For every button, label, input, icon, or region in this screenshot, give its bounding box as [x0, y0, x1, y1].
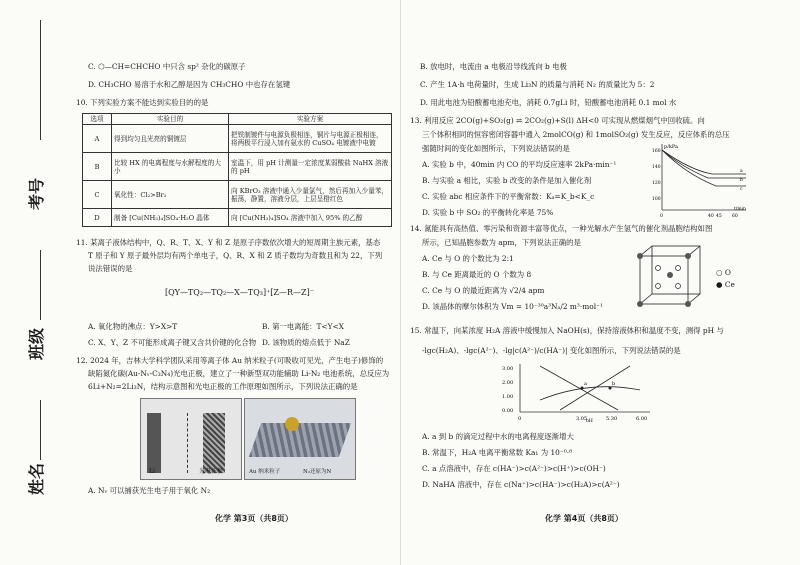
q13-option-c: C. 实验 abc 相应条件下的平衡常数：Kₐ=K_b<K_c [422, 192, 595, 201]
table-cell: A [83, 125, 112, 153]
q12-option-c: C. 产生 1A·h 电荷量时，生成 Li₃N 的质量与消耗 N₂ 的质量比为 5：2 [420, 80, 655, 89]
table-cell: 氧化性：Cl₂>Br₂ [112, 181, 229, 209]
table-cell: 得到均匀且光亮的铜镀层 [112, 125, 229, 153]
fig-label-cathode: 光电正极 [199, 468, 224, 475]
o-atom [656, 284, 661, 289]
q15-option-d: D. NaHA 溶液中，存在 c(Na⁺)>c(HA⁻)>c(H₂A)>c(A²⁻) [422, 480, 620, 489]
q12-stem-line3: 6Li+N₂=2Li₃N，结构示意图和光电正极的工作原理如图所示，下列说法正确的是 [88, 382, 358, 391]
cell-front-face [640, 256, 688, 304]
sidebar-line [40, 400, 41, 460]
pressure-time-graph [650, 140, 750, 220]
photocathode-mechanism-figure [244, 398, 356, 480]
separator [187, 413, 189, 473]
graph13-xlabel: t/min [734, 207, 746, 212]
curve-a [662, 150, 746, 174]
q11-stem-line2: T 原子和 Y 原子最外层均有两个单电子，Q、R、X 和 Z 质子数均为奇数且和为 22，下列 [88, 251, 383, 260]
graph15-xtick: 0 [518, 416, 522, 422]
graph13-xtick: 60 [732, 214, 738, 219]
table-cell: 制备 [Cu(NH₃)₄]SO₄·H₂O 晶体 [112, 209, 229, 227]
fig-label-n2: N₂还原为N [303, 469, 332, 475]
legend-ce-text: Ce [724, 280, 735, 289]
q12-stem-line2: 缺陷氮化碳(Au-Nᵥ-C₃N₄)光电正极，建立了一种新型双功能辅助 Li-N₂ 电池系统，总反应为 [88, 369, 390, 378]
q11-option-a: A. 氧化物的沸点：Y>X>T [88, 322, 178, 331]
graph15-ytick: 2.00 [502, 380, 514, 386]
legend-o: ○ O [716, 268, 731, 277]
graph13-ytick: 140 [652, 165, 661, 170]
q9-option-c: C. ⬡—CH=CHCHO 中只含 sp² 杂化的碳原子 [88, 62, 246, 71]
curve-a2 [560, 366, 630, 410]
q11-option-c: C. X、Y、Z 不可能形成离子键又含共价键的化合物 [88, 338, 257, 347]
page-footer-right: 化学 第4页（共8页） [545, 514, 623, 523]
o-atom [676, 266, 681, 271]
page-divider [400, 0, 401, 565]
table-row [83, 153, 392, 181]
q15-option-b: B. 常温下，H₂A 电离平衡常数 Ka₁ 为 10⁻⁰·⁸ [422, 448, 573, 457]
sidebar-line [40, 250, 41, 320]
q11-stem-line3: 说法错误的是 [88, 264, 133, 273]
graph15-xtick: 5.30 [606, 416, 618, 422]
graph13-xtick: 0 [660, 214, 663, 219]
graph13-xtick: 45 [716, 214, 722, 219]
point-label: b [612, 381, 616, 387]
li-electrode [147, 413, 161, 473]
table-cell: 向 KBrO₃ 溶液中通入少量氯气，然后再加入少量苯，振荡，静置，溶液分层，上层呈橙红色 [229, 181, 392, 209]
q11-option-d: D. 该物质的熔点低于 NaZ [262, 338, 350, 347]
graph15-xtick: 6.00 [636, 416, 648, 422]
q11-structure-formula: [QY—TQ₂—TQ₂—X—TQ₃]⁺[Z—R—Z]⁻ [165, 288, 314, 297]
ph-graph [500, 360, 660, 422]
fig-label-li: Li [149, 468, 155, 475]
ce-atom [685, 301, 691, 307]
curve-label: b [740, 178, 743, 183]
q15-stem-line1: 15. 常温下，向某浓度 H₂A 溶液中缓慢加入 NaOH(s)，保持溶液体积和温度不变，测得 pH 与 [410, 326, 724, 335]
table-row [83, 181, 392, 209]
graph15-xtick: 3.05 [576, 416, 588, 422]
ce-atom [685, 253, 691, 259]
q14-option-d: D. 该晶体的摩尔体积为 Vm = 10⁻³⁰a³Nₐ/2 m³·mol⁻¹ [422, 302, 603, 311]
graph13-ytick: 160 [652, 149, 661, 154]
graph15-ytick: 1.00 [502, 394, 514, 400]
table-cell: 室温下，用 pH 计测量一定浓度某弱酸盐 NaHX 溶液的 pH [229, 153, 392, 181]
q14-option-a: A. Ce 与 O 的个数比为 2:1 [422, 254, 514, 263]
page-footer-left: 化学 第3页（共8页） [215, 514, 293, 523]
ce-atom [637, 253, 643, 259]
o-atom [656, 266, 661, 271]
q14-option-c: C. Ce 与 O 的最近距离为 √2/4 apm [422, 286, 545, 295]
graph15-ytick: 0.00 [502, 408, 514, 414]
q13-stem-line3: 强随时间的变化如图所示，下列说法错误的是 [422, 144, 570, 153]
q13-stem-line2: 三个体积相同的恒容密闭容器中通入 2molCO(g) 和 1molSO₂(g) 发生反应，反应体系的总压 [422, 130, 730, 139]
battery-schematic-figure [140, 398, 242, 480]
q13-option-d: D. 实验 b 中 SO₂ 的平衡转化率是 75% [422, 208, 554, 217]
exam-number-label: 考号 [27, 177, 46, 210]
table-row [83, 125, 392, 153]
curve-ratio [540, 387, 640, 400]
q15-stem-line2: -lgc(H₂A)、-lgc(A²⁻)、-lg|c(A²⁻)/c(HA⁻)| 变化如图所示，下列说法错误的是 [422, 346, 681, 355]
table-header-row [83, 114, 392, 125]
point-label: a [584, 381, 587, 387]
crystal-cell-figure [632, 240, 712, 312]
curve-label: a [740, 169, 743, 174]
class-label: 班级 [27, 327, 46, 360]
table-header: 选项 [83, 114, 112, 125]
table-cell: 向 [Cu(NH₃)₄]SO₄ 溶液中加入 95% 的乙醇 [229, 209, 392, 227]
carbon-nitride-sheet [249, 423, 351, 457]
ce-atom [637, 301, 643, 307]
table-header: 实验方案 [229, 114, 392, 125]
legend-ce: ● Ce [716, 280, 735, 289]
q13-option-a: A. 实验 b 中，40min 内 CO 的平均反应速率 2kPa·min⁻¹ [422, 160, 617, 169]
graph13-ylabel: p/kPa [664, 144, 679, 150]
q10-stem: 10. 下列实验方案不能达到实验目的的是 [76, 98, 209, 107]
sidebar-line [40, 20, 41, 140]
table-header: 实验目的 [112, 114, 229, 125]
photo-cathode [203, 413, 225, 473]
au-nanoparticle [285, 417, 299, 431]
graph13-xtick: 40 [708, 214, 714, 219]
q12-option-d: D. 用此电池为铅酸蓄电池充电，消耗 0.7gLi 时，铅酸蓄电池消耗 0.1 mol 水 [420, 98, 677, 107]
q12-option-a: A. Nᵥ 可以捕获光生电子用于氧化 N₂ [88, 486, 211, 495]
curve-label: c [740, 187, 743, 192]
table-cell: D [83, 209, 112, 227]
q13-stem-line1: 13. 利用反应 2CO(g)+SO₂(g) ⇌ 2CO₂(g)+S(l) ΔH<0 可实现从燃煤烟气中回收硫。向 [410, 116, 705, 125]
curve-h2a [540, 366, 618, 410]
q11-stem-line1: 11. 某离子液体结构中，Q、R、T、X、Y 和 Z 是原子序数依次增大的短周期主族元素，基态 [76, 238, 381, 247]
graph15-xlabel: pH [586, 419, 593, 422]
q15-option-c: C. a 点溶液中，存在 c(HA⁻)>c(A²⁻)>c(H⁺)>c(OH⁻) [422, 464, 606, 473]
table-cell: 比较 HX 的电离程度与水解程度的大小 [112, 153, 229, 181]
fig-label-au: Au 纳米粒子 [249, 469, 281, 475]
graph15-ytick: 3.00 [502, 366, 514, 372]
o-atom [676, 284, 681, 289]
q14-stem-line1: 14. 氮能具有高热值、零污染和资源丰富等优点，一种光解水产生氢气的催化剂晶胞结构如图 [410, 224, 713, 233]
q11-option-b: B. 第一电离能：T<Y<X [262, 322, 344, 331]
curve-c [662, 150, 746, 186]
q13-option-b: B. 与实验 a 相比，实验 b 改变的条件是加入催化剂 [422, 176, 592, 185]
q12-option-b: B. 放电时，电流由 a 电极沿导线流向 b 电极 [420, 62, 567, 71]
legend-o-text: O [724, 268, 731, 277]
graph13-ytick: 100 [652, 197, 661, 202]
table-row [83, 209, 392, 227]
q15-option-a: A. a 到 b 的滴定过程中水的电离程度逐渐增大 [422, 432, 574, 441]
table-cell: 把铁制镀件与电源负极相连，铜片与电源正极相连，将两极平行浸入加有氨水的 CuSO₄ 电镀液中电镀 [229, 125, 392, 153]
table-cell: B [83, 153, 112, 181]
table-cell: C [83, 181, 112, 209]
q12-stem-line1: 12. 2024 年，吉林大学科学团队采用等离子体 Au 纳米粒子(可吸收可见光，产生电子)修饰的 [76, 356, 384, 365]
q14-stem-line2: 所示，已知晶胞参数为 apm，下列说法正确的是 [422, 238, 581, 247]
ce-atom [667, 272, 673, 278]
graph13-ytick: 120 [652, 181, 661, 186]
name-label: 姓名 [27, 462, 46, 495]
q9-option-d: D. CH₃CHO 易溶于水和乙醇是因为 CH₃CHO 中也存在氢键 [88, 80, 291, 89]
q14-option-b: B. 与 Ce 距离最近的 O 个数为 8 [422, 270, 532, 279]
q10-table [82, 113, 392, 227]
